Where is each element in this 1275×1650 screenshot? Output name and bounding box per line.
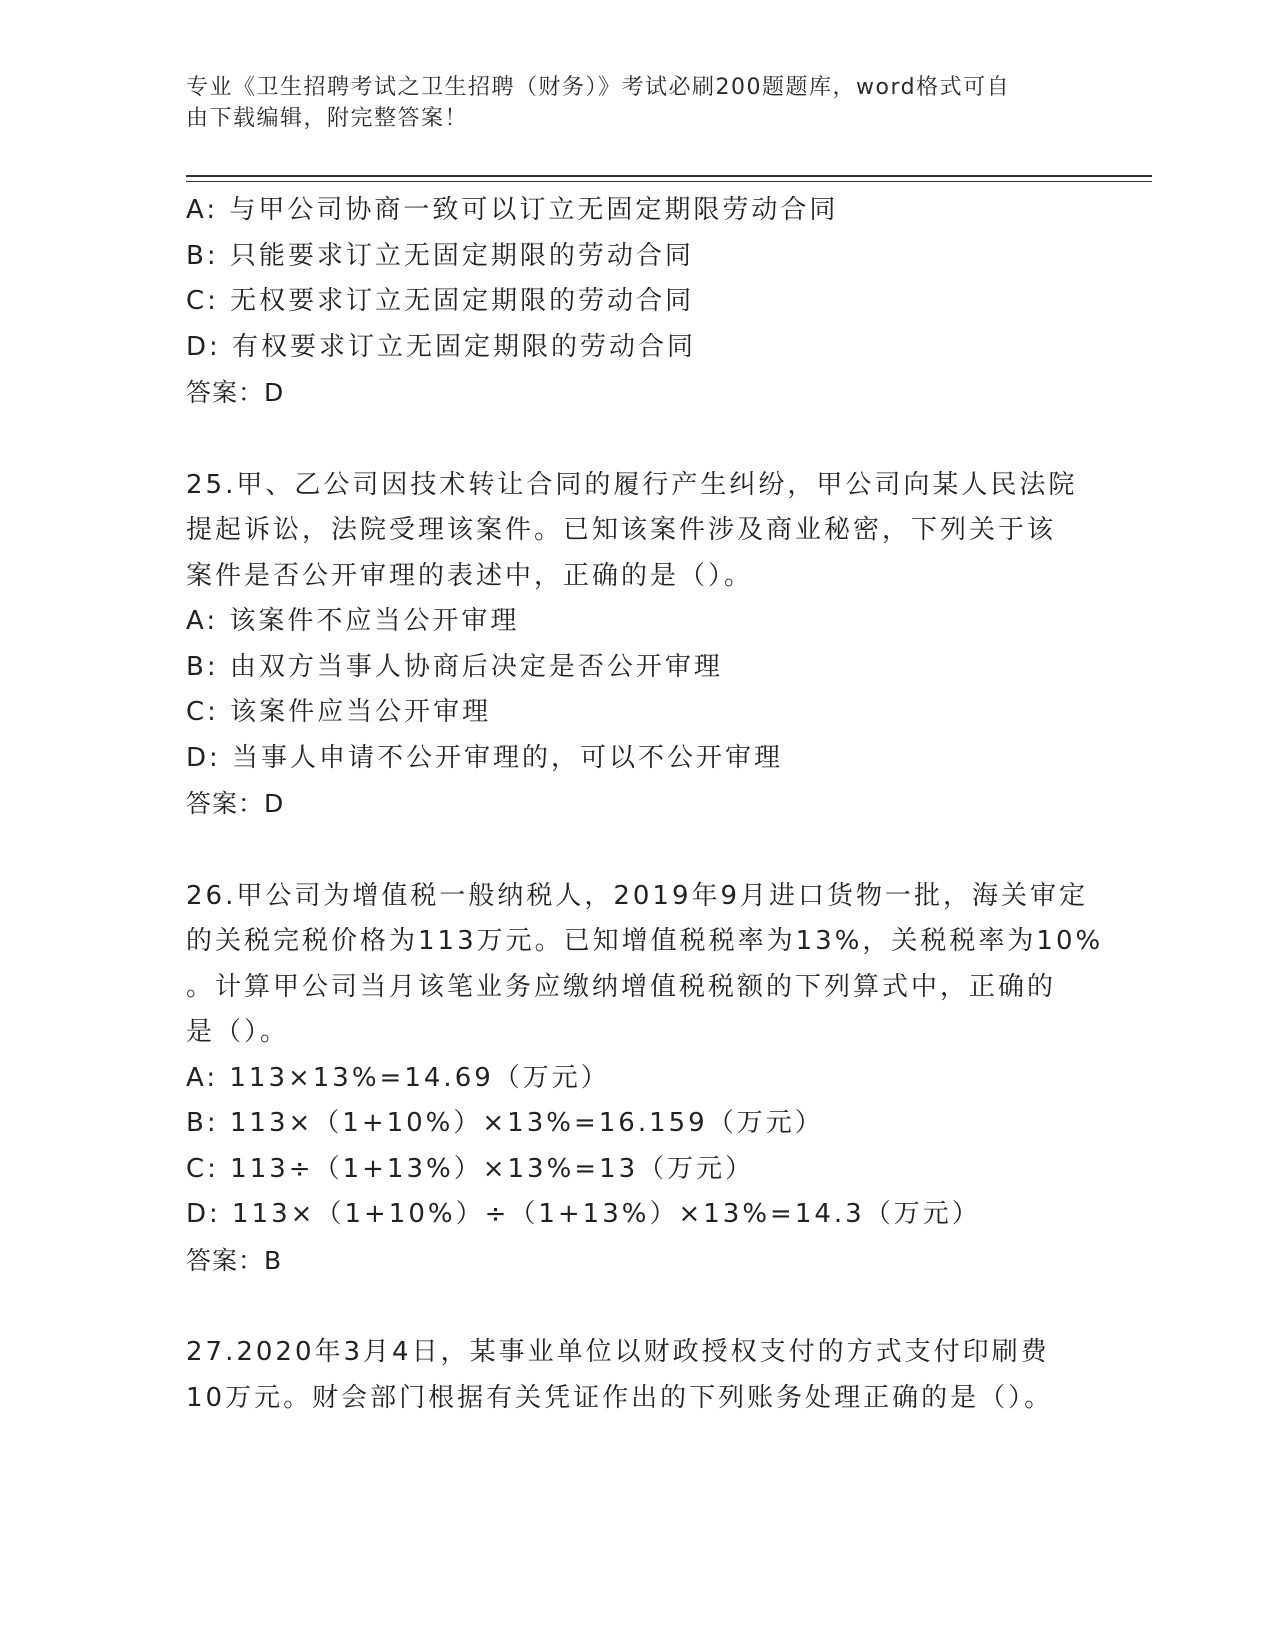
question-spacer — [186, 416, 1086, 463]
question-25 — [186, 463, 1086, 827]
answer-line: 答案：D — [186, 789, 285, 818]
header-line-2: 由下载编辑，附完整答案！ — [186, 106, 469, 131]
question-stem-line: 案件是否公开审理的表述中，正确的是（）。 — [186, 560, 754, 591]
question-spacer — [186, 827, 1086, 874]
header-rule-thick — [186, 175, 1152, 177]
question-list — [186, 188, 1104, 1421]
option-c: C: 无权要求订立无固定期限的劳动合同 — [186, 286, 695, 316]
question-stem-line: 27.2020年3月4日，某事业单位以财政授权支付的方式支付印刷费 — [186, 1337, 1050, 1367]
question-stem-line: 是（）。 — [186, 1017, 290, 1047]
answer-line: 答案：D — [186, 378, 285, 407]
question-stem-line: 提起诉讼，法院受理该案件。已知该案件涉及商业秘密，下列关于该 — [186, 515, 1057, 545]
option-d: D: 113×（1+10%）÷（1+13%）×13%=14.3（万元） — [186, 1199, 981, 1229]
option-d: D: 当事人申请不公开审理的，可以不公开审理 — [186, 742, 784, 773]
option-b: B: 由双方当事人协商后决定是否公开审理 — [186, 651, 723, 682]
question-24-tail — [186, 188, 1086, 416]
option-b: B: 113×（1+10%）×13%=16.159（万元） — [186, 1108, 824, 1138]
question-spacer — [186, 1283, 1086, 1330]
question-27 — [186, 1330, 1086, 1421]
question-26 — [186, 874, 1104, 1284]
option-a: A: 该案件不应当公开审理 — [186, 606, 520, 636]
option-c: C: 113÷（1+13%）×13%=13（万元） — [186, 1153, 755, 1184]
question-stem-line: 10万元。财会部门根据有关凭证作出的下列账务处理正确的是（）。 — [186, 1382, 1054, 1413]
option-c: C: 该案件应当公开审理 — [186, 697, 492, 727]
option-a: A: 与甲公司协商一致可以订立无固定期限劳动合同 — [186, 195, 839, 225]
question-stem-line: 26.甲公司为增值税一般纳税人，2019年9月进口货物一批，海关审定 — [186, 880, 1089, 911]
option-a: A: 113×13%=14.69（万元） — [186, 1062, 610, 1093]
answer-line: 答案：B — [186, 1245, 283, 1275]
question-stem-line: 的关税完税价格为113万元。已知增值税税率为13%，关税税率为10% — [186, 926, 1104, 956]
document-header — [186, 72, 1066, 134]
option-b: B: 只能要求订立无固定期限的劳动合同 — [186, 240, 694, 271]
option-d: D: 有权要求订立无固定期限的劳动合同 — [186, 331, 697, 362]
header-line-1: 专业《卫生招聘考试之卫生招聘（财务）》考试必刷200题题库，word格式可自 — [186, 75, 1011, 100]
header-rule-thin — [186, 181, 1152, 182]
question-stem-line: 。计算甲公司当月该笔业务应缴纳增值税税额的下列算式中，正确的 — [186, 971, 1057, 1002]
question-stem-line: 25.甲、乙公司因技术转让合同的履行产生纠纷，甲公司向某人民法院 — [186, 469, 1078, 500]
